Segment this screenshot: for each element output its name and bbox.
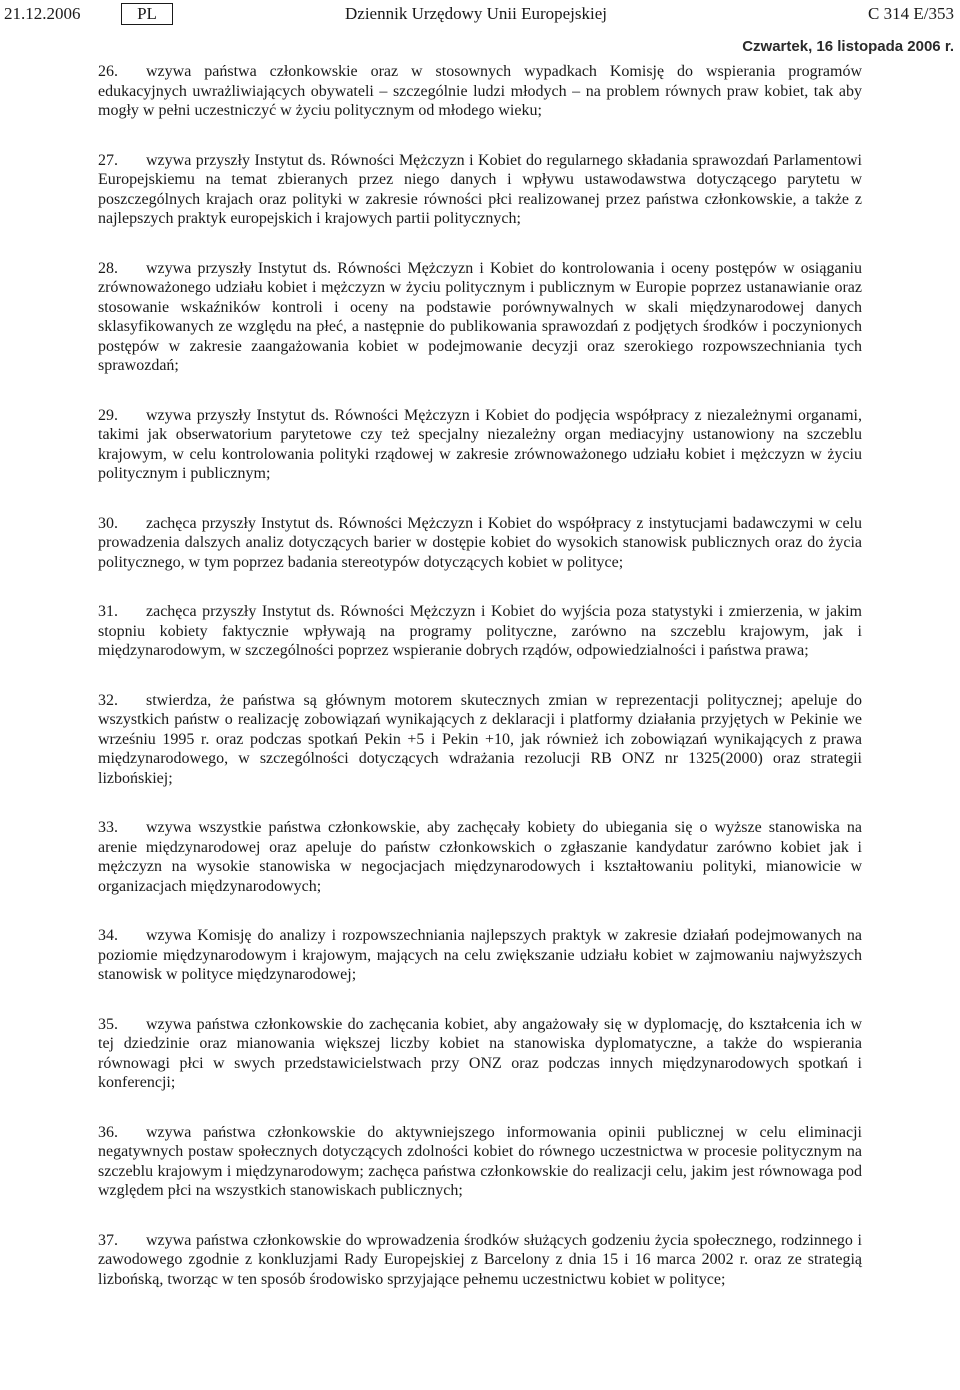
paragraph [98, 151, 862, 229]
paragraph-number: 27. [98, 151, 118, 169]
paragraph-number: 32. [98, 691, 118, 709]
paragraph-text: wzywa państwa członkowskie do aktywniejszego informowania opinii publicznej w celu eliminacji negatywnych postaw społecznych dotyczących zdolności kobiet do równego uczestnictwa w procesie politycznym na szczeblu krajowym i międzynarodowym; zachęca państwa członkowskie do realizacji celu, jakim jest równowaga pod względem płci na wszystkich stanowiskach publicznych; [98, 1123, 862, 1199]
paragraph-text: zachęca przyszły Instytut ds. Równości Mężczyzn i Kobiet do wyjścia poza statystyki i zmierzenia, w jakim stopniu kobiety faktycznie wpływają na programy polityczne, zarówno na szczeblu krajowym, jak i międzynarodowym, w szczególności poprzez wspieranie dobrych rządów, odpowiedzialności i państwa prawa; [98, 603, 862, 659]
paragraph-number: 34. [98, 927, 118, 944]
paragraph-number: 33. [98, 819, 118, 836]
paragraph [98, 926, 862, 985]
page-header [0, 0, 960, 30]
language-badge: PL [121, 3, 173, 25]
paragraph-text: zachęca przyszły Instytut ds. Równości Mężczyzn i Kobiet do współpracy z instytucjami badawczymi w celu prowadzenia dalszych analiz dotyczących barier w dostępie kobiet do wysokich stanowisk publicznych oraz do życia politycznego, w tym poprzez badania stereotypów dotyczących kobiet w polityce; [98, 514, 862, 571]
paragraph-number: 30. [98, 514, 118, 532]
paragraph [98, 62, 862, 121]
paragraph [98, 818, 862, 896]
paragraph-text: wzywa Komisję do analizy i rozpowszechniania najlepszych praktyk w zakresie działań podejmowanych na poziomie międzynarodowym i krajowym, mających na celu zwiększanie udziału kobiet w zajmowaniu najwyższych stanowisk w polityce międzynarodowej; [98, 927, 862, 983]
paragraph-text: wzywa przyszły Instytut ds. Równości Mężczyzn i Kobiet do podjęcia współpracy z niezależnymi organami, takimi jak obserwatorium parytetowe czy też specjalny niezależny organ mediacyjny ustanowiony na szczeblu krajowym, w celu kontrolowania polityki rządowej w zakresie zrównoważonego udziału kobiet i mężczyzn w życiu politycznym i publicznym; [98, 406, 862, 482]
paragraph-text: wzywa państwa członkowskie do zachęcania kobiet, aby angażowały się w dyplomację, do kształcenia ich w tej dziedzinie oraz mianowania większej liczby kobiet na stanowiska dyplomatyczne, a także do wspierania równowagi płci w swych przedstawicielstwach przy ONZ oraz podczas innych międzynarodowych spotkań i konferencji; [98, 1015, 862, 1091]
paragraph-number: 35. [98, 1015, 118, 1033]
paragraph-number: 29. [98, 406, 118, 424]
paragraph [98, 1015, 862, 1093]
document-body [98, 62, 862, 1319]
paragraph-number: 28. [98, 259, 118, 277]
paragraph-text: wzywa przyszły Instytut ds. Równości Mężczyzn i Kobiet do regularnego składania sprawozdań Parlamentowi Europejskiemu na temat zbieranych przez niego danych i wpływu ustawodawstwa dotyczącego parytetu w poszczególnych krajach oraz polityki w zakresie równości płci realizowanej przez państwa członkowskie, a także z najlepszych praktyk europejskich i krajowych partii politycznych; [98, 151, 862, 227]
paragraph-number: 37. [98, 1231, 118, 1249]
paragraph-number: 31. [98, 603, 118, 620]
paragraph-number: 36. [98, 1123, 118, 1141]
paragraph [98, 514, 862, 573]
paragraph-text: stwierdza, że państwa są głównym motorem skutecznych zmian w reprezentacji politycznej; apeluje do wszystkich państw o realizację zobowiązań wynikających z deklaracji i platformy działania przyjętych w Pekinie we wrześniu 1995 r. oraz podczas spotkań Pekin +5 i Pekin +10, jak również ich zobowiązań wynikających z prawa międzynarodowego, w szczególności dotyczących wdrażania rezolucji RB ONZ nr 1325(2000) oraz strategii lizbońskiej; [98, 691, 862, 787]
paragraph [98, 259, 862, 376]
paragraph [98, 691, 862, 789]
paragraph-text: wzywa przyszły Instytut ds. Równości Mężczyzn i Kobiet do kontrolowania i oceny postępów w osiąganiu zrównoważonego udziału kobiet i mężczyzn w życiu politycznym i publicznym w Europie poprzez ustanawianie oraz stosowanie wskaźników kontroli i oceny na podstawie porównywalnych w skali międzynarodowej danych sklasyfikowanych ze względu na płeć, a następnie do publikowania sprawozdań z podjętych środków i poczynionych postępów w zakresie zaangażowania kobiet w podejmowanie decyzji oraz szerokiego rozpowszechniania tych sprawozdań; [98, 259, 862, 374]
publication-date: 21.12.2006 [4, 4, 81, 23]
paragraph-text: wzywa wszystkie państwa członkowskie, aby zachęcały kobiety do ubiegania się o wyższe stanowiska na arenie międzynarodowej oraz apeluje do państw członkowskich o zgłaszanie kandydatur zarówno kobiet jak i mężczyzn na wysokie stanowiska w negocjacjach międzynarodowych i kształtowaniu polityki, mianowicie w organizacjach międzynarodowych; [98, 819, 862, 895]
page-reference: C 314 E/353 [868, 4, 954, 23]
paragraph-text: wzywa państwa członkowskie do wprowadzenia środków służących godzeniu życia społecznego, rodzinnego i zawodowego zgodnie z konkluzjami Rady Europejskiej z Barcelony z dnia 15 i 16 marca 2002 r. oraz ze strategią lizbońską, tworząc w ten sposób środowisko sprzyjające pełnemu uczestnictwu kobiet w polityce; [98, 1231, 862, 1288]
paragraph [98, 1123, 862, 1201]
journal-title: Dziennik Urzędowy Unii Europejskiej [345, 4, 608, 23]
session-date: Czwartek, 16 listopada 2006 r. [742, 38, 954, 55]
paragraph [98, 1231, 862, 1290]
paragraph-number: 26. [98, 63, 118, 80]
paragraph-text: wzywa państwa członkowskie oraz w stosownych wypadkach Komisję do wspierania programów edukacyjnych uwrażliwiających obywateli – szczególnie ludzi młodych – na problem równych praw kobiet, tak aby mogły w pełni uczestniczyć w życiu politycznym od młodego wieku; [98, 63, 862, 119]
paragraph [98, 602, 862, 661]
paragraph [98, 406, 862, 484]
